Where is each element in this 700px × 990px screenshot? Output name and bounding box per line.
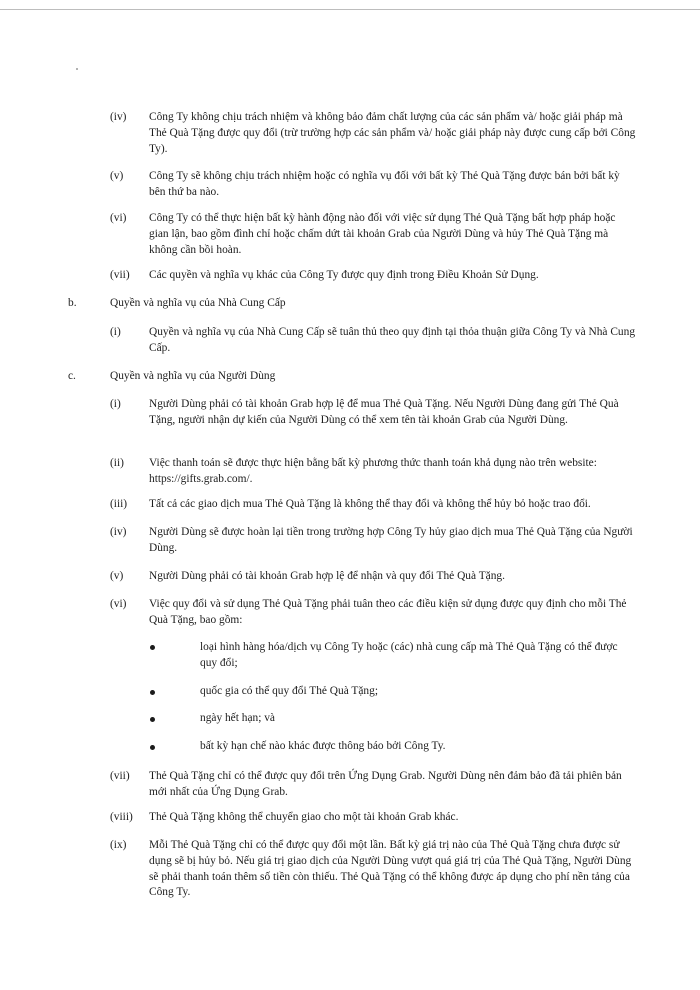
item-text: Thẻ Quà Tặng chỉ có thể được quy đổi trên Ứng Dụng Grab. Người Dùng nên đảm bảo đã tải phiên bản mới nhất của Ứng Dụng Grab.	[149, 770, 622, 798]
item-number: (vii)	[110, 770, 130, 782]
section-heading: Quyền và nghĩa vụ của Người Dùng	[110, 370, 276, 382]
bullet-item: bất kỳ hạn chế nào khác được thông báo bởi Công Ty.	[200, 740, 446, 752]
bullet-icon	[150, 645, 155, 650]
bullet-item: ngày hết hạn; và	[200, 712, 275, 724]
item-number: (i)	[110, 398, 121, 410]
bullet-icon	[150, 717, 155, 722]
item-text: Công Ty sẽ không chịu trách nhiệm hoặc có nghĩa vụ đối với bất kỳ Thẻ Quà Tặng được bán bởi bất kỳ bên thứ ba nào.	[149, 170, 620, 198]
item-text: Công Ty có thể thực hiện bất kỳ hành động nào đối với việc sử dụng Thẻ Quà Tặng bất hợp pháp hoặc gian lận, bao gồm đình chỉ hoặc chấm dứt tài khoản Grab của Người Dùng và hủy Thẻ Quà Tặng mà không cần bồi hoàn.	[149, 212, 616, 256]
item-text: Người Dùng sẽ được hoàn lại tiền trong trường hợp Công Ty hủy giao dịch mua Thẻ Quà Tặng của Người Dùng.	[149, 526, 633, 554]
item-number: (v)	[110, 570, 124, 582]
section-letter: b.	[68, 297, 77, 309]
item-text: Người Dùng phải có tài khoản Grab hợp lệ để nhận và quy đổi Thẻ Quà Tặng.	[149, 570, 505, 582]
bullet-icon	[150, 690, 155, 695]
item-number: (i)	[110, 326, 121, 338]
section-letter: c.	[68, 370, 76, 382]
item-number: (vii)	[110, 269, 130, 281]
item-text: Các quyền và nghĩa vụ khác của Công Ty được quy định trong Điều Khoản Sử Dụng.	[149, 269, 539, 281]
item-number: (iv)	[110, 526, 127, 538]
item-text: Người Dùng phải có tài khoản Grab hợp lệ để mua Thẻ Quà Tặng. Nếu Người Dùng đang gửi Thẻ Quà Tặng, người nhận dự kiến của Người Dùng có thể xem tên tài khoản Grab của Người Dùng.	[149, 398, 619, 426]
item-text: Việc thanh toán sẽ được thực hiện bằng bất kỳ phương thức thanh toán khả dụng nào trên website: https://gifts.grab.com/.	[149, 457, 597, 485]
item-text: Tất cả các giao dịch mua Thẻ Quà Tặng là không thể thay đổi và không thể hủy bỏ hoặc trao đổi.	[149, 498, 591, 510]
section-heading: Quyền và nghĩa vụ của Nhà Cung Cấp	[110, 297, 286, 309]
bullet-icon	[150, 745, 155, 750]
item-text: Công Ty không chịu trách nhiệm và không bảo đảm chất lượng của các sản phẩm và/ hoặc giải pháp mà Thẻ Quà Tặng được quy đổi (trừ trường hợp các sản phẩm và/ hoặc giải pháp này được cung cấp bởi Công Ty).	[149, 111, 636, 155]
bullet-item: quốc gia có thể quy đổi Thẻ Quà Tặng;	[200, 685, 378, 697]
item-text: Quyền và nghĩa vụ của Nhà Cung Cấp sẽ tuân thủ theo quy định tại thỏa thuận giữa Công Ty và Nhà Cung Cấp.	[149, 326, 636, 354]
item-number: (v)	[110, 170, 124, 182]
item-text: Thẻ Quà Tặng không thể chuyển giao cho một tài khoản Grab khác.	[149, 811, 459, 823]
item-number: (viii)	[110, 811, 133, 823]
item-number: (ii)	[110, 457, 124, 469]
item-number: (vi)	[110, 212, 127, 224]
scan-speck	[76, 68, 78, 70]
bullet-item: loại hình hàng hóa/dịch vụ Công Ty hoặc (các) nhà cung cấp mà Thẻ Quà Tặng có thể được quy đổi;	[200, 641, 618, 669]
item-text: Việc quy đổi và sử dụng Thẻ Quà Tặng phải tuân theo các điều kiện sử dụng được quy định cho mỗi Thẻ Quà Tặng, bao gồm:	[149, 598, 627, 626]
item-number: (iv)	[110, 111, 127, 123]
item-text: Mỗi Thẻ Quà Tặng chỉ có thể được quy đổi một lần. Bất kỳ giá trị nào của Thẻ Quà Tặng chưa được sử dụng sẽ bị hủy bỏ. Nếu giá trị giao dịch của Người Dùng vượt quá giá trị của Thẻ Quà Tặng, Người Dùng sẽ phải thanh toán thêm số tiền còn thiếu. Thẻ Quà Tặng có thể không được áp dụng cho phí nền tảng của Công Ty.	[149, 839, 632, 899]
item-number: (ix)	[110, 839, 127, 851]
page-top-edge	[0, 9, 700, 10]
item-number: (vi)	[110, 598, 127, 610]
item-number: (iii)	[110, 498, 128, 510]
